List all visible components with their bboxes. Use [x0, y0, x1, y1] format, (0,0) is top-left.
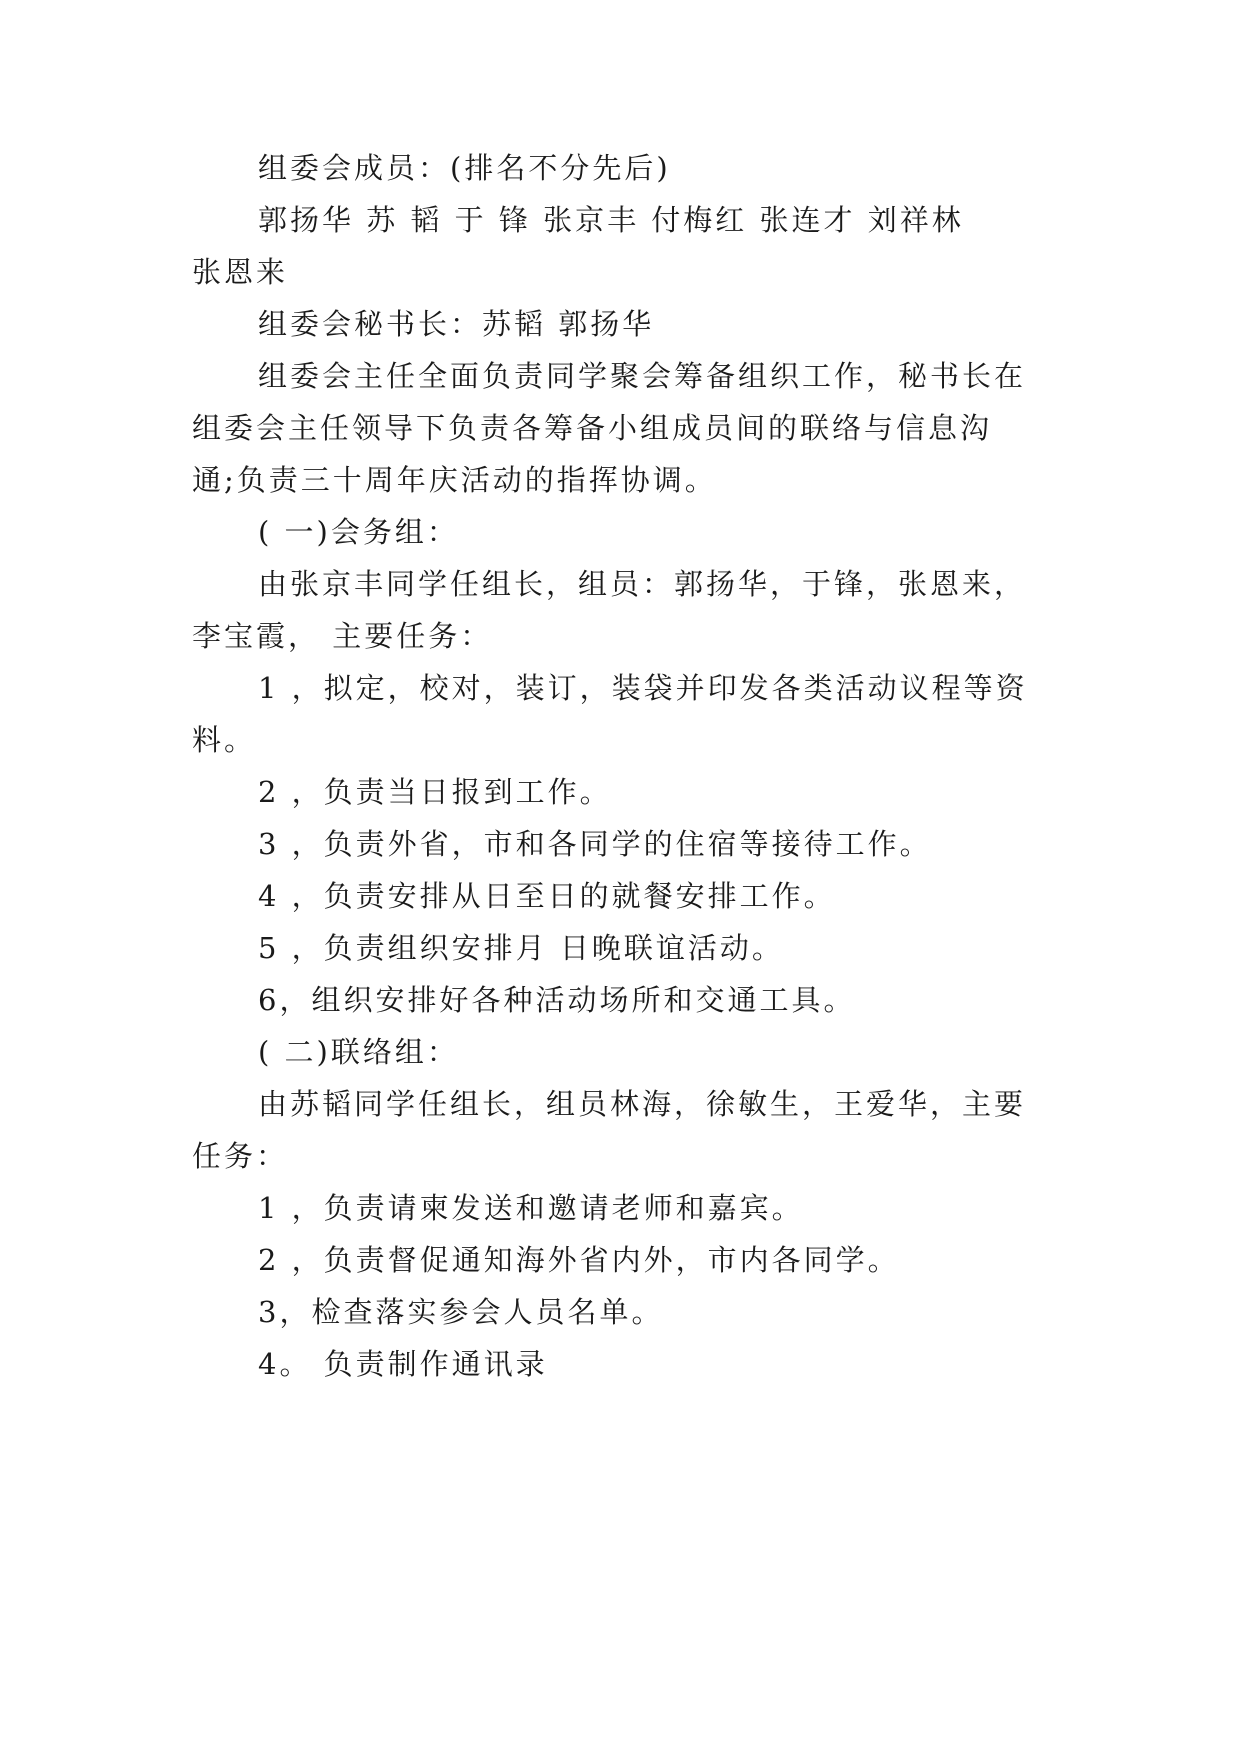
liaison-intro-line-1: 由苏韬同学任组长，组员林海，徐敏生，王爱华，主要 [258, 1087, 1027, 1121]
liaison-intro-line-2: 任务： [192, 1139, 289, 1173]
section-heading-liaison: ( 二)联络组： [258, 1035, 459, 1069]
meeting-affairs-task-4: 4 ，负责安排从日至日的就餐安排工作。 [258, 879, 836, 913]
meeting-affairs-task-3: 3 ，负责外省，市和各同学的住宿等接待工作。 [258, 827, 932, 861]
meeting-affairs-task-5: 5 ，负责组织安排月 日晚联谊活动。 [258, 931, 784, 965]
duties-paragraph-line-1: 组委会主任全面负责同学聚会筹备组织工作，秘书长在 [258, 359, 1027, 393]
duties-paragraph-line-2: 组委会主任领导下负责各筹备小组成员间的联络与信息沟 [192, 411, 993, 445]
committee-members-heading: 组委会成员：(排名不分先后) [258, 151, 671, 185]
meeting-affairs-intro-line-2: 李宝霞， 主要任务： [192, 619, 493, 653]
liaison-task-4: 4。 负责制作通讯录 [258, 1347, 548, 1381]
secretary-general-line: 组委会秘书长：苏韬 郭扬华 [258, 307, 655, 341]
committee-members-names-cont: 张恩来 [192, 255, 289, 289]
committee-members-names: 郭扬华 苏 韬 于 锋 张京丰 付梅红 张连才 刘祥林 [258, 203, 964, 237]
duties-paragraph-line-3: 通;负责三十周年庆活动的指挥协调。 [192, 463, 717, 497]
meeting-affairs-intro-line-1: 由张京丰同学任组长，组员：郭扬华，于锋，张恩来， [258, 567, 1027, 601]
meeting-affairs-task-1-cont: 料。 [192, 723, 257, 757]
liaison-task-3: 3，检查落实参会人员名单。 [258, 1295, 664, 1329]
meeting-affairs-task-2: 2 ，负责当日报到工作。 [258, 775, 612, 809]
meeting-affairs-task-6: 6，组织安排好各种活动场所和交通工具。 [258, 983, 856, 1017]
liaison-task-2: 2 ，负责督促通知海外省内外，市内各同学。 [258, 1243, 900, 1277]
liaison-task-1: 1 ，负责请柬发送和邀请老师和嘉宾。 [258, 1191, 804, 1225]
section-heading-meeting-affairs: ( 一)会务组： [258, 515, 459, 549]
meeting-affairs-task-1: 1 ，拟定，校对，装订，装袋并印发各类活动议程等资 [258, 671, 1028, 705]
